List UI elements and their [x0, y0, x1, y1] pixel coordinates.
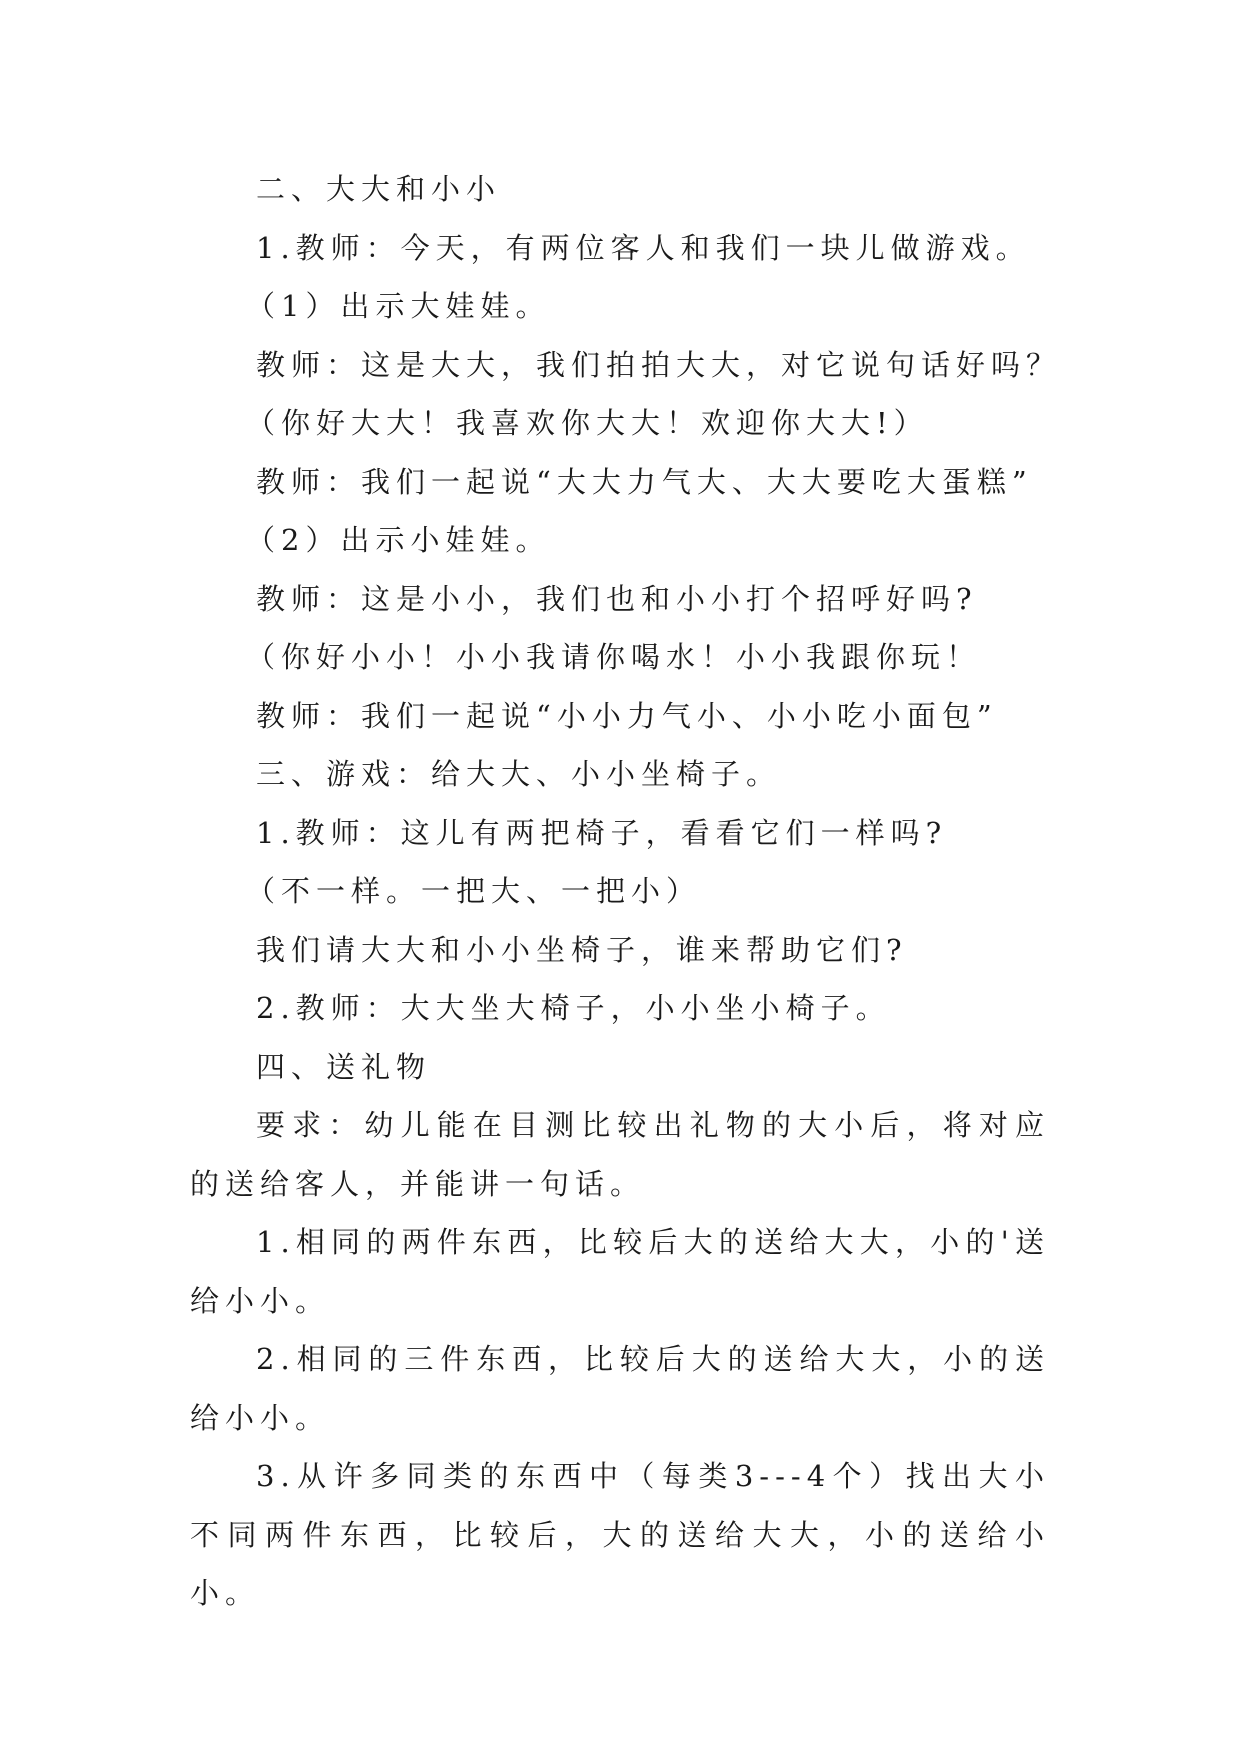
- text-line: （不一样。一把大、一把小）: [246, 874, 702, 908]
- text-line: 1.教师：今天，有两位客人和我们一块儿做游戏。: [256, 230, 1031, 265]
- text-line: 教师：这是小小，我们也和小小打个招呼好吗?: [256, 581, 978, 616]
- text-line: 教师：我们一起说“大大力气大、大大要吃大蛋糕”: [256, 464, 1033, 499]
- text-line: （2）出示小娃娃。: [246, 523, 551, 557]
- paragraph-item-3: 3.从许多同类的东西中（每类3---4个）找出大小不同两件东西，比较后，大的送给大大，小的送给小小。: [190, 1459, 1050, 1610]
- section-heading-2: 二、大大和小小: [256, 172, 502, 206]
- text-line: 教师：这是大大，我们拍拍大大，对它说句话好吗？: [256, 347, 1062, 382]
- text-line: 1.教师：这儿有两把椅子，看看它们一样吗?: [256, 815, 948, 850]
- text-line: 2.教师：大大坐大椅子，小小坐小椅子。: [256, 991, 891, 1025]
- text-line: （1）出示大娃娃。: [246, 289, 551, 323]
- text-line: 我们请大大和小小坐椅子，谁来帮助它们?: [256, 932, 908, 967]
- section-heading-4: 四、送礼物: [256, 1049, 432, 1084]
- text-line: （你好大大！我喜欢你大大！欢迎你大大!）: [246, 406, 929, 440]
- paragraph-item-2: 2.相同的三件东西，比较后大的送给大大，小的送给小小。: [190, 1342, 1050, 1435]
- text-line: （你好小小！小小我请你喝水！小小我跟你玩！: [246, 640, 982, 674]
- section-heading-3: 三、游戏：给大大、小小坐椅子。: [256, 757, 782, 791]
- paragraph-requirement: 要求：幼儿能在目测比较出礼物的大小后，将对应的送给客人，并能讲一句话。: [190, 1108, 1050, 1201]
- document-body: [190, 160, 1062, 1623]
- text-line: 教师：我们一起说“小小力气小、小小吃小面包”: [256, 698, 998, 733]
- paragraph-item-1: 1.相同的两件东西，比较后大的送给大大，小的'送给小小。: [190, 1225, 1050, 1318]
